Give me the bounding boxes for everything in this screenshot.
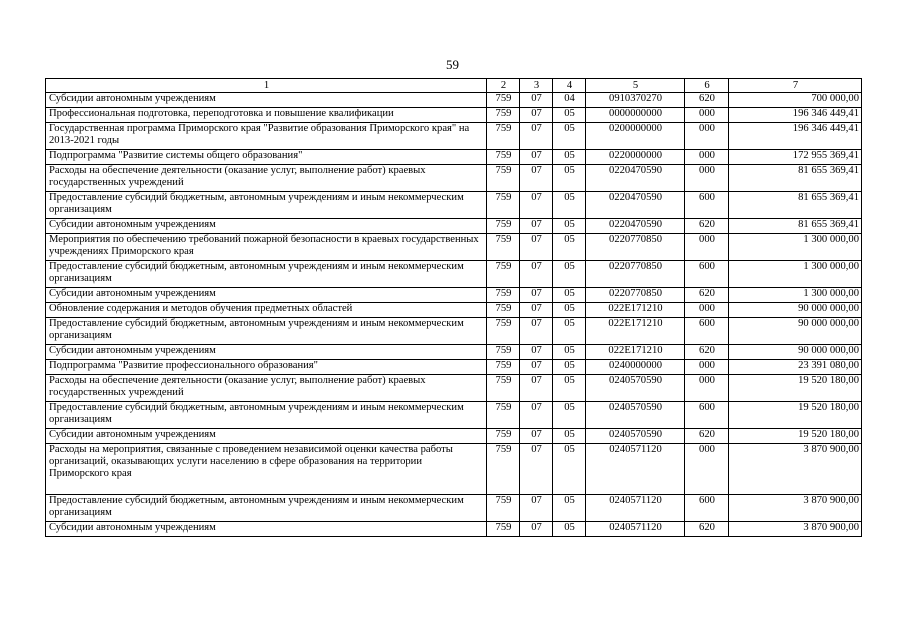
row-ministry-code: 759 xyxy=(487,123,520,150)
row-ministry-code: 759 xyxy=(487,165,520,192)
row-target-article: 0220770850 xyxy=(586,234,685,261)
row-ministry-code: 759 xyxy=(487,429,520,444)
header-row xyxy=(46,79,862,93)
row-section-code: 07 xyxy=(520,192,553,219)
row-subsection-code: 05 xyxy=(553,303,586,318)
column-header-3: 3 xyxy=(520,79,553,93)
row-subsection-code: 05 xyxy=(553,318,586,345)
row-name: Расходы на обеспечение деятельности (оказание услуг, выполнение работ) краевых государственных учреждений xyxy=(46,165,487,192)
row-name: Субсидии автономным учреждениям xyxy=(46,345,487,360)
row-target-article: 0220770850 xyxy=(586,288,685,303)
row-target-article: 022E171210 xyxy=(586,345,685,360)
row-subsection-code: 05 xyxy=(553,150,586,165)
row-name: Предоставление субсидий бюджетным, автономным учреждениям и иным некоммерческим организациям xyxy=(46,495,487,522)
row-name: Предоставление субсидий бюджетным, автономным учреждениям и иным некоммерческим организациям xyxy=(46,402,487,429)
row-subsection-code: 05 xyxy=(553,219,586,234)
table-row xyxy=(46,219,862,234)
row-amount: 81 655 369,41 xyxy=(729,192,862,219)
row-subsection-code: 05 xyxy=(553,108,586,123)
row-subsection-code: 05 xyxy=(553,360,586,375)
row-amount: 19 520 180,00 xyxy=(729,375,862,402)
row-section-code: 07 xyxy=(520,108,553,123)
row-target-article: 0200000000 xyxy=(586,123,685,150)
row-ministry-code: 759 xyxy=(487,93,520,108)
row-section-code: 07 xyxy=(520,375,553,402)
table-row xyxy=(46,360,862,375)
row-section-code: 07 xyxy=(520,495,553,522)
row-expense-type: 600 xyxy=(685,318,729,345)
table-row xyxy=(46,192,862,219)
row-amount: 1 300 000,00 xyxy=(729,234,862,261)
row-amount: 700 000,00 xyxy=(729,93,862,108)
row-amount: 3 870 900,00 xyxy=(729,522,862,537)
row-subsection-code: 05 xyxy=(553,522,586,537)
row-name: Субсидии автономным учреждениям xyxy=(46,93,487,108)
row-subsection-code: 05 xyxy=(553,345,586,360)
column-header-5: 5 xyxy=(586,79,685,93)
row-section-code: 07 xyxy=(520,234,553,261)
row-amount: 90 000 000,00 xyxy=(729,345,862,360)
table-row xyxy=(46,234,862,261)
budget-table xyxy=(45,78,862,537)
row-target-article: 0220470590 xyxy=(586,192,685,219)
row-section-code: 07 xyxy=(520,402,553,429)
row-ministry-code: 759 xyxy=(487,318,520,345)
row-target-article: 0240000000 xyxy=(586,360,685,375)
row-name: Подпрограмма "Развитие системы общего образования" xyxy=(46,150,487,165)
row-amount: 81 655 369,41 xyxy=(729,165,862,192)
row-target-article: 0240571120 xyxy=(586,522,685,537)
row-name: Предоставление субсидий бюджетным, автономным учреждениям и иным некоммерческим организациям xyxy=(46,318,487,345)
row-expense-type: 600 xyxy=(685,402,729,429)
page-number: 59 xyxy=(446,57,459,72)
row-target-article: 0220470590 xyxy=(586,165,685,192)
row-ministry-code: 759 xyxy=(487,303,520,318)
table-row xyxy=(46,522,862,537)
row-expense-type: 600 xyxy=(685,261,729,288)
row-target-article: 0240570590 xyxy=(586,429,685,444)
row-target-article: 0910370270 xyxy=(586,93,685,108)
table-row xyxy=(46,345,862,360)
row-section-code: 07 xyxy=(520,150,553,165)
row-subsection-code: 05 xyxy=(553,444,586,495)
row-name: Мероприятия по обеспечению требований пожарной безопасности в краевых государственных учреждениях Приморского края xyxy=(46,234,487,261)
row-amount: 23 391 080,00 xyxy=(729,360,862,375)
table-row xyxy=(46,303,862,318)
row-expense-type: 620 xyxy=(685,429,729,444)
row-name: Обновление содержания и методов обучения предметных областей xyxy=(46,303,487,318)
table-row xyxy=(46,93,862,108)
row-expense-type: 000 xyxy=(685,108,729,123)
row-amount: 1 300 000,00 xyxy=(729,288,862,303)
column-header-2: 2 xyxy=(487,79,520,93)
row-section-code: 07 xyxy=(520,261,553,288)
column-header-7: 7 xyxy=(729,79,862,93)
row-target-article: 022E171210 xyxy=(586,303,685,318)
column-header-6: 6 xyxy=(685,79,729,93)
row-section-code: 07 xyxy=(520,288,553,303)
row-subsection-code: 05 xyxy=(553,375,586,402)
table-row xyxy=(46,165,862,192)
row-subsection-code: 05 xyxy=(553,495,586,522)
row-name: Профессиональная подготовка, переподготовка и повышение квалификации xyxy=(46,108,487,123)
row-target-article: 0240571120 xyxy=(586,444,685,495)
row-expense-type: 000 xyxy=(685,234,729,261)
row-name: Предоставление субсидий бюджетным, автономным учреждениям и иным некоммерческим организациям xyxy=(46,192,487,219)
row-expense-type: 000 xyxy=(685,375,729,402)
row-subsection-code: 05 xyxy=(553,402,586,429)
row-subsection-code: 05 xyxy=(553,234,586,261)
row-ministry-code: 759 xyxy=(487,495,520,522)
row-target-article: 0220000000 xyxy=(586,150,685,165)
row-expense-type: 620 xyxy=(685,93,729,108)
table-row xyxy=(46,150,862,165)
table-row xyxy=(46,108,862,123)
row-name: Расходы на мероприятия, связанные с проведением независимой оценки качества работы организаций, оказывающих услуги населению в сфере образования на территории Приморского края xyxy=(46,444,487,495)
row-ministry-code: 759 xyxy=(487,345,520,360)
row-ministry-code: 759 xyxy=(487,234,520,261)
row-subsection-code: 05 xyxy=(553,429,586,444)
row-target-article: 0240570590 xyxy=(586,375,685,402)
row-expense-type: 000 xyxy=(685,165,729,192)
row-amount: 90 000 000,00 xyxy=(729,303,862,318)
row-section-code: 07 xyxy=(520,360,553,375)
table-row xyxy=(46,123,862,150)
row-expense-type: 000 xyxy=(685,303,729,318)
column-header-1: 1 xyxy=(46,79,487,93)
row-amount: 90 000 000,00 xyxy=(729,318,862,345)
row-amount: 19 520 180,00 xyxy=(729,429,862,444)
row-name: Субсидии автономным учреждениям xyxy=(46,219,487,234)
row-amount: 196 346 449,41 xyxy=(729,108,862,123)
row-amount: 172 955 369,41 xyxy=(729,150,862,165)
row-ministry-code: 759 xyxy=(487,375,520,402)
row-subsection-code: 05 xyxy=(553,261,586,288)
row-amount: 81 655 369,41 xyxy=(729,219,862,234)
row-amount: 196 346 449,41 xyxy=(729,123,862,150)
row-section-code: 07 xyxy=(520,345,553,360)
table-row xyxy=(46,261,862,288)
row-amount: 3 870 900,00 xyxy=(729,495,862,522)
row-section-code: 07 xyxy=(520,303,553,318)
row-ministry-code: 759 xyxy=(487,288,520,303)
row-section-code: 07 xyxy=(520,429,553,444)
row-expense-type: 000 xyxy=(685,360,729,375)
table-row xyxy=(46,318,862,345)
row-section-code: 07 xyxy=(520,165,553,192)
row-amount: 19 520 180,00 xyxy=(729,402,862,429)
row-amount: 3 870 900,00 xyxy=(729,444,862,495)
row-amount: 1 300 000,00 xyxy=(729,261,862,288)
row-ministry-code: 759 xyxy=(487,444,520,495)
row-target-article: 022E171210 xyxy=(586,318,685,345)
row-expense-type: 000 xyxy=(685,123,729,150)
table-row xyxy=(46,375,862,402)
row-expense-type: 620 xyxy=(685,345,729,360)
row-expense-type: 620 xyxy=(685,522,729,537)
row-section-code: 07 xyxy=(520,318,553,345)
row-name: Субсидии автономным учреждениям xyxy=(46,522,487,537)
row-expense-type: 620 xyxy=(685,219,729,234)
row-ministry-code: 759 xyxy=(487,219,520,234)
row-expense-type: 000 xyxy=(685,444,729,495)
row-subsection-code: 05 xyxy=(553,288,586,303)
row-target-article: 0220770850 xyxy=(586,261,685,288)
row-target-article: 0000000000 xyxy=(586,108,685,123)
row-subsection-code: 04 xyxy=(553,93,586,108)
row-subsection-code: 05 xyxy=(553,123,586,150)
row-ministry-code: 759 xyxy=(487,150,520,165)
row-target-article: 0220470590 xyxy=(586,219,685,234)
row-target-article: 0240570590 xyxy=(586,402,685,429)
row-subsection-code: 05 xyxy=(553,165,586,192)
row-target-article: 0240571120 xyxy=(586,495,685,522)
row-name: Расходы на обеспечение деятельности (оказание услуг, выполнение работ) краевых государственных учреждений xyxy=(46,375,487,402)
row-expense-type: 600 xyxy=(685,495,729,522)
row-section-code: 07 xyxy=(520,93,553,108)
row-section-code: 07 xyxy=(520,219,553,234)
row-ministry-code: 759 xyxy=(487,108,520,123)
row-name: Подпрограмма "Развитие профессионального образования" xyxy=(46,360,487,375)
table-row xyxy=(46,429,862,444)
row-name: Государственная программа Приморского края "Развитие образования Приморского края" на 2013-2021 годы xyxy=(46,123,487,150)
row-ministry-code: 759 xyxy=(487,360,520,375)
row-ministry-code: 759 xyxy=(487,402,520,429)
row-expense-type: 000 xyxy=(685,150,729,165)
row-name: Субсидии автономным учреждениям xyxy=(46,288,487,303)
table-row xyxy=(46,402,862,429)
row-section-code: 07 xyxy=(520,522,553,537)
table-row xyxy=(46,495,862,522)
row-ministry-code: 759 xyxy=(487,192,520,219)
row-expense-type: 600 xyxy=(685,192,729,219)
row-name: Предоставление субсидий бюджетным, автономным учреждениям и иным некоммерческим организациям xyxy=(46,261,487,288)
table-row xyxy=(46,444,862,495)
row-section-code: 07 xyxy=(520,444,553,495)
table-row xyxy=(46,288,862,303)
row-name: Субсидии автономным учреждениям xyxy=(46,429,487,444)
table-body xyxy=(46,93,862,537)
row-ministry-code: 759 xyxy=(487,522,520,537)
row-section-code: 07 xyxy=(520,123,553,150)
row-ministry-code: 759 xyxy=(487,261,520,288)
row-subsection-code: 05 xyxy=(553,192,586,219)
row-expense-type: 620 xyxy=(685,288,729,303)
column-header-4: 4 xyxy=(553,79,586,93)
